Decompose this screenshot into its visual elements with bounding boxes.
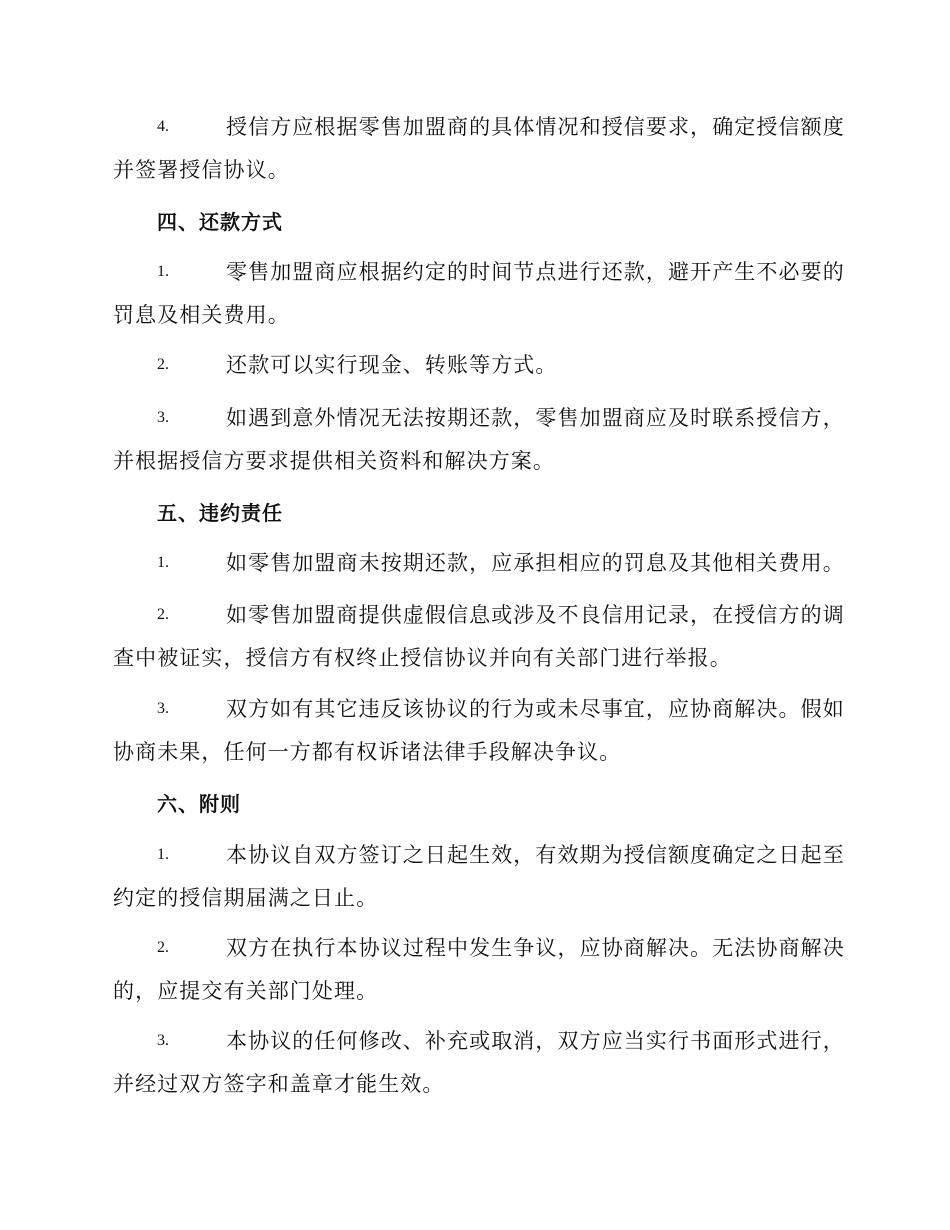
item-text-line: 授信方应根据零售加盟商的具体情况和授信要求，确定授信额度 — [226, 115, 845, 139]
item-text-continuation: 罚息及相关费用。 — [113, 303, 290, 327]
item-number: 1. — [157, 263, 169, 280]
item-text-line: 零售加盟商应根据约定的时间节点进行还款，避开产生不必要的 — [226, 260, 845, 284]
section-heading: 六、附则 — [157, 792, 241, 816]
item-text-continuation: 的，应提交有关部门处理。 — [113, 979, 379, 1003]
section-heading: 五、违约责任 — [157, 501, 283, 525]
item-text-line: 还款可以实行现金、转账等方式。 — [226, 353, 558, 377]
item-number: 3. — [157, 409, 169, 426]
item-number: 4. — [157, 118, 169, 135]
item-number: 2. — [157, 356, 169, 373]
item-number: 1. — [157, 846, 169, 863]
item-text-line: 本协议的任何修改、补充或取消，双方应当实行书面形式进行， — [226, 1029, 845, 1053]
item-text-continuation: 协商未果，任何一方都有权诉诸法律手段解决争议。 — [113, 740, 622, 764]
item-text-line: 双方在执行本协议过程中发生争议，应协商解决。无法协商解决 — [226, 936, 845, 960]
item-text-continuation: 并签署授信协议。 — [113, 158, 290, 182]
item-text-continuation: 查中被证实，授信方有权终止授信协议并向有关部门进行举报。 — [113, 646, 732, 670]
item-number: 2. — [157, 939, 169, 956]
item-text-line: 双方如有其它违反该协议的行为或未尽事宜，应协商解决。假如 — [226, 697, 845, 721]
item-text-line: 如遇到意外情况无法按期还款，零售加盟商应及时联系授信方， — [226, 406, 845, 430]
item-text-continuation: 并根据授信方要求提供相关资料和解决方案。 — [113, 449, 555, 473]
item-number: 3. — [157, 1032, 169, 1049]
item-number: 2. — [157, 606, 169, 623]
item-text-continuation: 约定的授信期届满之日止。 — [113, 886, 379, 910]
item-number: 3. — [157, 700, 169, 717]
item-text-line: 如零售加盟商提供虚假信息或涉及不良信用记录，在授信方的调 — [226, 603, 845, 627]
item-text-line: 如零售加盟商未按期还款，应承担相应的罚息及其他相关费用。 — [226, 551, 845, 575]
item-number: 1. — [157, 554, 169, 571]
item-text-line: 本协议自双方签订之日起生效，有效期为授信额度确定之日起至 — [226, 843, 845, 867]
item-text-continuation: 并经过双方签字和盖章才能生效。 — [113, 1072, 445, 1096]
section-heading: 四、还款方式 — [157, 210, 283, 234]
